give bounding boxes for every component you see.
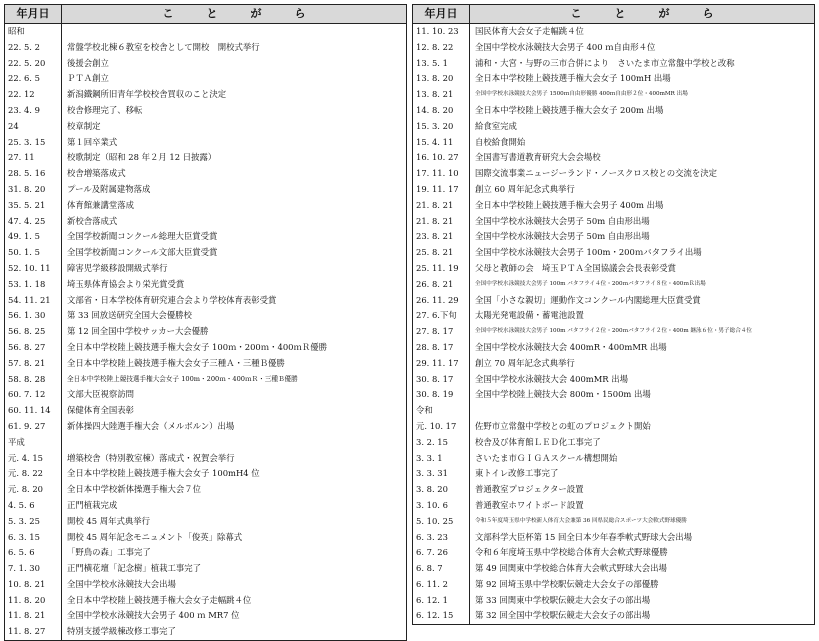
table-row	[5, 182, 406, 198]
table-row	[5, 277, 406, 293]
row-event: 保健体育全国表彰	[67, 405, 134, 416]
row-date: 60. 7. 12	[8, 389, 46, 400]
row-date: 16. 10. 27	[416, 152, 459, 163]
table-row	[5, 119, 406, 135]
row-date: 52. 10. 11	[8, 262, 51, 273]
row-date: 22. 6. 5	[8, 73, 40, 84]
row-date: 15. 4. 11	[416, 136, 454, 147]
row-event: 全国学校新聞コンクール文部大臣賞受賞	[67, 247, 218, 258]
table-row	[413, 182, 814, 198]
row-date: 61. 9. 27	[8, 420, 46, 431]
row-date: 4. 5. 6	[8, 499, 35, 510]
table-row	[413, 24, 814, 40]
row-event: 文部大臣視察訪問	[67, 389, 134, 400]
table-row	[413, 166, 814, 182]
row-date: 25. 3. 15	[8, 136, 46, 147]
table-row	[5, 214, 406, 230]
row-event: 全日本中学校陸上競技選手権大会女子走幅跳４位	[67, 594, 252, 605]
row-date: 56. 8. 25	[8, 326, 46, 337]
table-row	[413, 435, 814, 451]
row-date: 6. 11. 2	[416, 578, 448, 589]
row-date: 25. 8. 21	[416, 247, 454, 258]
table-row	[5, 87, 406, 103]
row-event: 国民体育大会女子走幅跳４位	[475, 26, 584, 36]
row-event: 給食室完成	[475, 120, 517, 131]
row-date: 56. 1. 30	[8, 310, 46, 321]
table-row	[413, 198, 814, 214]
row-date: 35. 5. 21	[8, 199, 46, 210]
row-event: 全国中学校水泳競技大会男子 100m バタフライ２位・200ｍバタフライ２位・400m 継泳６位・男子総合４位	[475, 328, 752, 335]
row-event: 全国中学校水泳競技大会 400mR・400mMR 出場	[475, 341, 667, 352]
table-row	[413, 387, 814, 403]
row-event: 新体操四大陸選手権大会（メルボルン）出場	[67, 420, 235, 431]
row-event: 創立 70 周年記念式典挙行	[475, 357, 575, 368]
table-row	[413, 245, 814, 261]
row-event: 新校舎落成式	[67, 215, 118, 226]
row-event: 校舎増築落成式	[67, 168, 126, 179]
row-date: 19. 11. 17	[416, 183, 459, 194]
row-date: 50. 1. 5	[8, 247, 40, 258]
table-row	[5, 356, 406, 372]
table-row	[5, 56, 406, 72]
row-date: 22. 5. 20	[8, 57, 46, 68]
table-row	[5, 530, 406, 546]
table-header	[413, 5, 814, 24]
row-date: 60. 11. 14	[8, 405, 51, 416]
row-date: 27. 11	[8, 152, 35, 163]
table-row	[413, 593, 814, 609]
row-event: 全国中学校水泳競技大会出場	[67, 578, 176, 589]
row-date: 元. 8. 22	[8, 468, 44, 479]
row-event: 増築校舎（特別教室棟）落成式・祝賀会挙行	[67, 452, 235, 463]
row-event: 障害児学級移設開級式挙行	[67, 262, 168, 273]
table-row	[413, 356, 814, 372]
table-row	[5, 387, 406, 403]
table-row	[5, 293, 406, 309]
table-row	[413, 324, 814, 340]
row-date: 15. 3. 20	[416, 120, 454, 131]
row-event: 全国中学校水泳競技大会男子 50m 自由形出場	[475, 215, 650, 226]
row-date: 30. 8. 19	[416, 389, 454, 400]
row-date: 昭和	[8, 26, 25, 36]
row-event: 国際交流事業ニュージーランド・ノースクロス校との交流を決定	[475, 168, 718, 179]
row-date: 令和	[416, 405, 433, 416]
table-row	[5, 514, 406, 530]
header-event: こ と が ら	[570, 7, 714, 20]
row-date: 元. 4. 15	[8, 452, 44, 463]
row-event: 全日本中学校新体操選手権大会７位	[67, 484, 201, 495]
table-body	[413, 24, 814, 624]
table-row	[413, 451, 814, 467]
row-date: 23. 4. 9	[8, 104, 40, 115]
table-row	[5, 482, 406, 498]
row-date: 30. 8. 17	[416, 373, 454, 384]
row-event: 常盤学校北棟６教室を校舎として開校 開校式挙行	[67, 41, 260, 52]
row-event: 佐野市立常盤中学校との虹のプロジェクト開始	[475, 420, 651, 431]
row-event: 埼玉県体育協会より栄光賞受賞	[67, 278, 185, 289]
table-row	[413, 103, 814, 119]
table-row	[5, 135, 406, 151]
row-date: 11. 8. 21	[8, 610, 46, 621]
row-date: 56. 8. 27	[8, 341, 46, 352]
row-date: 12. 8. 22	[416, 41, 454, 52]
row-event: 第 32 回全国中学校駅伝競走大会女子の部出場	[475, 610, 651, 621]
row-date: 58. 8. 28	[8, 373, 46, 384]
row-date: 3. 8. 20	[416, 484, 448, 495]
row-date: 22. 12	[8, 89, 35, 100]
row-date: 53. 1. 18	[8, 278, 46, 289]
row-date: 29. 11. 17	[416, 357, 459, 368]
row-date: 5. 3. 25	[8, 515, 40, 526]
row-event: 太陽光発電設備・蓄電池設置	[475, 310, 584, 321]
row-event: 令和５年度埼玉県中学校新人体育大会兼第 36 回県民総合スポーツ大会軟式野球優勝	[475, 517, 687, 524]
row-date: 26. 11. 29	[416, 294, 459, 305]
row-event: 正門横花壇「記念樹」植栽工事完了	[67, 563, 201, 574]
row-event: さいたま市ＧＩＧＡスクール構想開始	[475, 452, 618, 463]
row-event: 全日本中学校陸上競技選手権大会女子 100m・200ｍ・400ｍＲ・三種Ｂ優勝	[67, 374, 298, 383]
table-row	[5, 435, 406, 451]
history-table-left	[4, 4, 407, 641]
row-event: 第 33 回関東中学校駅伝競走大会女子の部出場	[475, 594, 651, 605]
table-row	[5, 103, 406, 119]
row-event: 全日本中学校陸上競技選手権大会女子 100mH 出場	[475, 73, 671, 84]
table-row	[413, 608, 814, 624]
row-event: 開校 45 周年記念モニュメント「俊英」除幕式	[67, 531, 243, 542]
row-date: 25. 11. 19	[416, 262, 459, 273]
table-row	[5, 498, 406, 514]
table-row	[413, 466, 814, 482]
row-event: 全国中学校水泳競技大会男子 400 ｍ自由形４位	[475, 41, 656, 52]
row-date: 7. 1. 30	[8, 563, 40, 574]
table-row	[413, 482, 814, 498]
row-event: 普通教室ホワイトボード設置	[475, 499, 584, 510]
row-event: 全国中学校水泳競技大会男子 100m バタフライ４位・200ｍバタフライ８位・400ｍＲ出場	[475, 280, 706, 287]
row-event: 第 49 回関東中学校総合体育大会軟式野球大会出場	[475, 563, 667, 574]
row-date: 57. 8. 21	[8, 357, 46, 368]
row-event: 第 33 回放送研究全国大会優勝校	[67, 310, 192, 321]
row-event	[61, 435, 406, 451]
table-row	[413, 135, 814, 151]
table-row	[5, 308, 406, 324]
header-event: こ と が ら	[162, 7, 306, 20]
row-event: 特別支援学級棟改修工事完了	[67, 626, 176, 637]
table-row	[5, 561, 406, 577]
row-event: 浦和・大宮・与野の三市合併により さいたま市立常盤中学校と改称	[475, 57, 735, 68]
row-date: 6. 5. 6	[8, 547, 35, 558]
table-row	[413, 56, 814, 72]
table-row	[5, 403, 406, 419]
row-event: プール及附属建物落成	[67, 183, 151, 194]
row-event: 後援会創立	[67, 57, 109, 68]
table-row	[413, 340, 814, 356]
table-row	[413, 277, 814, 293]
row-date: 6. 7. 26	[416, 547, 448, 558]
table-row	[5, 593, 406, 609]
row-date: 22. 5. 2	[8, 41, 40, 52]
row-date: 平成	[8, 436, 25, 447]
table-row	[413, 150, 814, 166]
row-date: 26. 8. 21	[416, 278, 454, 289]
header-date: 年月日	[5, 5, 62, 23]
row-date: 5. 10. 25	[416, 515, 454, 526]
row-event: 校歌制定（昭和 28 年２月 12 日披露）	[67, 152, 217, 163]
table-row	[5, 71, 406, 87]
table-row	[413, 545, 814, 561]
row-date: 3. 10. 6	[416, 499, 448, 510]
row-event: 校章制定	[67, 120, 101, 131]
table-header	[5, 5, 406, 24]
row-date: 13. 5. 1	[416, 57, 448, 68]
table-row	[5, 419, 406, 435]
row-date: 10. 8. 21	[8, 578, 46, 589]
row-event: 全国「小さな親切」運動作文コンクール内閣総理大臣賞受賞	[475, 294, 701, 305]
table-row	[413, 498, 814, 514]
table-row	[5, 624, 406, 640]
table-row	[413, 514, 814, 530]
table-row	[413, 530, 814, 546]
row-date: 49. 1. 5	[8, 231, 40, 242]
row-event: 全国中学校陸上競技大会 800m・1500m 出場	[475, 389, 651, 400]
row-event: 全国中学校水泳競技大会男子 100m・200ｍバタフライ出場	[475, 247, 702, 258]
row-event: 全国中学校水泳競技大会 400mMR 出場	[475, 373, 629, 384]
row-date: 11. 10. 23	[416, 26, 459, 36]
row-event: 体育館兼講堂落成	[67, 199, 134, 210]
table-row	[413, 71, 814, 87]
row-date: 23. 8. 21	[416, 231, 454, 242]
row-date: 元. 10. 17	[416, 420, 457, 431]
table-row	[5, 545, 406, 561]
row-event	[469, 403, 814, 419]
table-row	[5, 150, 406, 166]
row-event: 全日本中学校陸上競技選手権大会女子 100ｍ・200ｍ・400ｍＲ優勝	[67, 341, 327, 352]
table-row	[413, 293, 814, 309]
row-date: 27. 6.下旬	[416, 310, 457, 321]
history-table-right	[412, 4, 815, 625]
row-event: 父母と教師の会 埼玉ＰＴＡ全国協議会会長表彰受賞	[475, 262, 676, 273]
row-event: 文部科学大臣杯第 15 回全日本少年春季軟式野球大会出場	[475, 531, 692, 542]
table-row	[5, 340, 406, 356]
row-event: 全日本中学校陸上競技選手権大会女子 100mH4 位	[67, 468, 260, 479]
row-event	[61, 24, 406, 40]
row-event: 第１回卒業式	[67, 136, 118, 147]
table-row	[413, 561, 814, 577]
row-date: 3. 2. 15	[416, 436, 448, 447]
table-row	[5, 324, 406, 340]
row-event: 東トイレ改修工事完了	[475, 468, 559, 479]
table-row	[5, 451, 406, 467]
row-date: 21. 8. 21	[416, 215, 454, 226]
row-event: 校舎及び体育館ＬＥＤ化工事完了	[475, 436, 601, 447]
table-row	[5, 372, 406, 388]
row-event: 普通教室プロジェクター設置	[475, 484, 584, 495]
row-event: 全日本中学校陸上競技選手権大会女子 200m 出場	[475, 104, 664, 115]
row-event: 全国中学校水泳競技大会男子 50m 自由形出場	[475, 231, 650, 242]
row-date: 13. 8. 21	[416, 89, 454, 100]
row-date: 6. 12. 1	[416, 594, 448, 605]
row-date: 6. 3. 23	[416, 531, 448, 542]
row-event: 全日本中学校陸上競技選手権大会女子三種Ａ・三種Ｂ優勝	[67, 357, 285, 368]
row-date: 14. 8. 20	[416, 104, 454, 115]
table-row	[5, 166, 406, 182]
table-row	[413, 40, 814, 56]
table-row	[413, 577, 814, 593]
table-row	[413, 261, 814, 277]
row-event: 全国書写書道教育研究大会会場校	[475, 152, 601, 163]
row-date: 47. 4. 25	[8, 215, 46, 226]
row-event: 文部省・日本学校体育研究連合会より学校体育表彰受賞	[67, 294, 277, 305]
row-date: 6. 12. 15	[416, 610, 454, 621]
row-date: 11. 8. 27	[8, 626, 46, 637]
table-row	[413, 419, 814, 435]
row-date: 11. 8. 20	[8, 594, 46, 605]
row-date: 6. 8. 7	[416, 563, 443, 574]
row-date: 24	[8, 120, 19, 131]
table-row	[413, 214, 814, 230]
row-date: 28. 8. 17	[416, 341, 454, 352]
row-date: 28. 5. 16	[8, 168, 46, 179]
table-row	[413, 372, 814, 388]
row-event: 全国中学校水泳競技大会男子 1500ｍ自由形優勝 400ｍ自由形２位・400mMR 出場	[475, 91, 688, 98]
row-date: 13. 8. 20	[416, 73, 454, 84]
row-event: 第 12 回全国中学校サッカー大会優勝	[67, 326, 209, 337]
table-row	[413, 308, 814, 324]
row-date: 3. 3. 1	[416, 452, 443, 463]
table-body	[5, 24, 406, 640]
row-event: 「野鳥の森」工事完了	[67, 547, 151, 558]
row-date: 元. 8. 20	[8, 484, 44, 495]
header-date: 年月日	[413, 5, 470, 23]
row-event: 令和６年度埼玉県中学校総合体育大会軟式野球優勝	[475, 547, 668, 558]
row-date: 21. 8. 21	[416, 199, 454, 210]
table-row	[413, 229, 814, 245]
row-event: 全日本中学校陸上競技選手権大会男子 400m 出場	[475, 199, 664, 210]
row-event: 校舎修理完了、移転	[67, 104, 143, 115]
row-event: 新潟鐵鋼所旧青年学校校舎買収のこと決定	[67, 89, 227, 100]
row-event: 開校 45 周年式典挙行	[67, 515, 150, 526]
table-row	[5, 24, 406, 40]
row-event: 第 92 回埼玉県中学校駅伝競走大会女子の部優勝	[475, 578, 659, 589]
row-date: 3. 3. 31	[416, 468, 448, 479]
row-event: 自校給食開始	[475, 136, 526, 147]
row-event: 正門植栽完成	[67, 499, 118, 510]
table-row	[5, 608, 406, 624]
table-row	[5, 261, 406, 277]
row-date: 54. 11. 21	[8, 294, 51, 305]
table-row	[413, 87, 814, 103]
row-date: 27. 8. 17	[416, 326, 454, 337]
row-event: 全国学校新聞コンクール総理大臣賞受賞	[67, 231, 218, 242]
table-row	[5, 40, 406, 56]
table-row	[413, 119, 814, 135]
row-event: ＰＴＡ創立	[67, 73, 109, 84]
row-date: 6. 3. 15	[8, 531, 40, 542]
row-date: 17. 11. 10	[416, 168, 459, 179]
table-row	[5, 577, 406, 593]
row-event: 創立 60 周年記念式典挙行	[475, 183, 575, 194]
table-row	[413, 403, 814, 419]
table-row	[5, 198, 406, 214]
table-row	[5, 245, 406, 261]
table-row	[5, 466, 406, 482]
row-date: 31. 8. 20	[8, 183, 46, 194]
row-event: 全国中学校水泳競技大会男子 400 ｍ MR7 位	[67, 610, 240, 621]
table-row	[5, 229, 406, 245]
